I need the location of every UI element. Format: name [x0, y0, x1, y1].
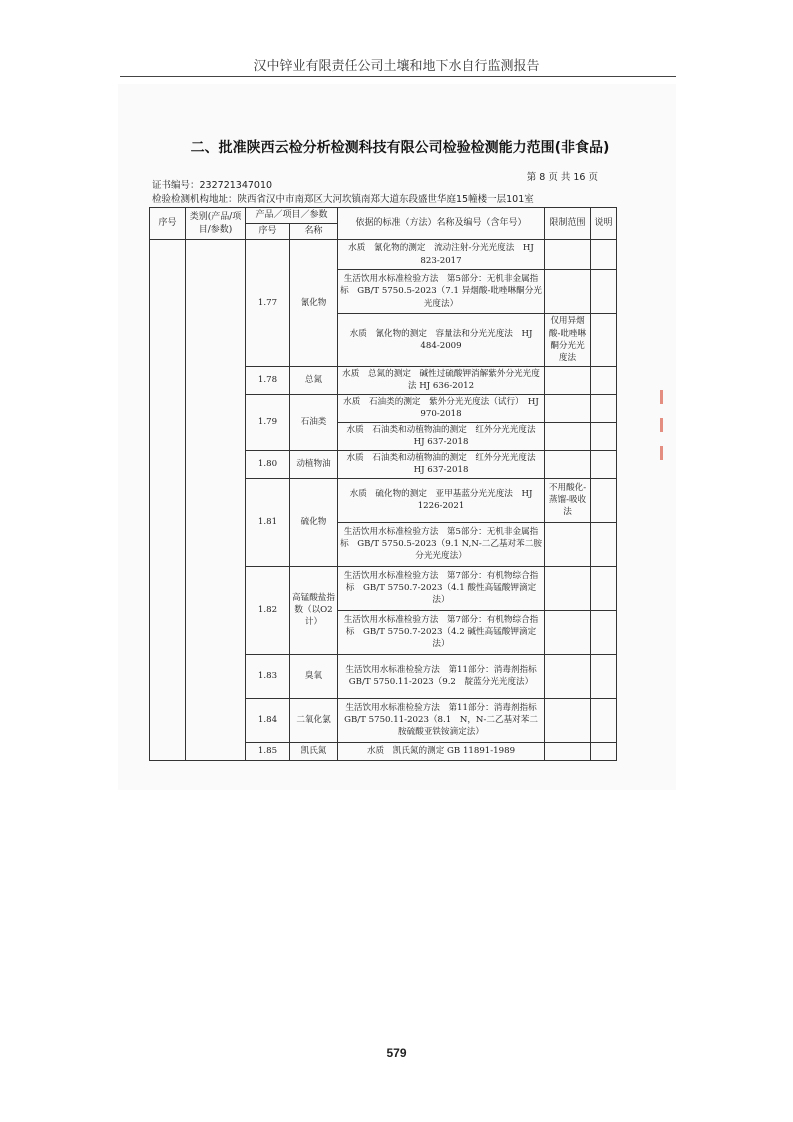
standard-cell: 水质 氰化物的测定 流动注射-分光光度法 HJ 823-2017 [338, 240, 545, 270]
standard-cell: 生活饮用水标准检验方法 第11部分：消毒剂指标 GB/T 5750.11-2023（8.1 N，N-二乙基对苯二胺硫酸亚铁铵滴定法） [338, 698, 545, 742]
header-name: 名称 [290, 224, 338, 240]
standard-cell: 生活饮用水标准检验方法 第5部分：无机非金属指标 GB/T 5750.5-2023（7.1 异烟酸-吡唑啉酮分光光度法） [338, 270, 545, 314]
sub-seq-cell: 1.77 [246, 240, 290, 367]
sub-seq-cell: 1.84 [246, 698, 290, 742]
limit-cell [545, 366, 591, 394]
header-product: 产品／项目／参数 [246, 208, 338, 224]
note-cell [591, 478, 617, 522]
parameter-name-cell: 硫化物 [290, 478, 338, 566]
header-sub-seq: 序号 [246, 224, 290, 240]
header-note: 说明 [591, 208, 617, 240]
note-cell [591, 422, 617, 450]
sub-seq-cell: 1.82 [246, 566, 290, 654]
parameter-name-cell: 凯氏氮 [290, 742, 338, 760]
certificate-number [152, 177, 272, 191]
document-title: 二、批准陕西云检分析检测科技有限公司检验检测能力范围(非食品) [190, 140, 610, 156]
standard-cell: 水质 总氮的测定 碱性过硫酸钾消解紫外分光光度法 HJ 636-2012 [338, 366, 545, 394]
note-cell [591, 450, 617, 478]
header-seq: 序号 [150, 208, 186, 240]
limit-cell [545, 522, 591, 566]
standard-cell: 水质 石油类和动植物油的测定 红外分光光度法 HJ 637-2018 [338, 422, 545, 450]
standard-cell: 生活饮用水标准检验方法 第5部分：无机非金属指标 GB/T 5750.5-2023（9.1 N,N-二乙基对苯二胺分光光度法） [338, 522, 545, 566]
limit-cell [545, 422, 591, 450]
sub-seq-cell: 1.83 [246, 654, 290, 698]
standard-cell: 水质 氰化物的测定 容量法和分光光度法 HJ 484-2009 [338, 314, 545, 367]
parameter-name-cell: 石油类 [290, 394, 338, 450]
cert-no-value: 232721347010 [199, 180, 273, 191]
limit-cell [545, 742, 591, 760]
standard-cell: 生活饮用水标准检验方法 第11部分：消毒剂指标 GB/T 5750.11-2023（9.2 靛蓝分光光度法） [338, 654, 545, 698]
note-cell [591, 698, 617, 742]
category-cell [186, 240, 246, 761]
limit-cell: 不用酸化-蒸馏-吸收法 [545, 478, 591, 522]
running-header: 汉中锌业有限责任公司土壤和地下水自行监测报告 [253, 59, 540, 74]
margin-stamp-mark [657, 380, 667, 490]
note-cell [591, 270, 617, 314]
sub-seq-cell: 1.81 [246, 478, 290, 566]
limit-cell [545, 654, 591, 698]
page-count: 第 8 页 共 16 页 [526, 172, 598, 183]
limit-cell: 仅用异烟酸-吡唑啉酮分光光度法 [545, 314, 591, 367]
note-cell [591, 522, 617, 566]
standard-cell: 水质 石油类的测定 紫外分光光度法（试行） HJ 970-2018 [338, 394, 545, 422]
limit-cell [545, 450, 591, 478]
limit-cell [545, 566, 591, 610]
parameter-name-cell: 总氮 [290, 366, 338, 394]
note-cell [591, 240, 617, 270]
header-category: 类别(产品/项目/参数) [186, 208, 246, 240]
header-limit: 限制范围 [545, 208, 591, 240]
standard-cell: 生活饮用水标准检验方法 第7部分：有机物综合指标 GB/T 5750.7-2023（4.1 酸性高锰酸钾滴定法） [338, 566, 545, 610]
note-cell [591, 610, 617, 654]
table-row [150, 240, 617, 270]
parameter-name-cell: 动植物油 [290, 450, 338, 478]
standard-cell: 水质 硫化物的测定 亚甲基蓝分光光度法 HJ 1226-2021 [338, 478, 545, 522]
note-cell [591, 742, 617, 760]
lab-address [152, 191, 534, 205]
address-value: 陕西省汉中市南郑区大河坎镇南郑大道东段盛世华庭15幢楼一层101室 [237, 194, 534, 205]
limit-cell [545, 240, 591, 270]
note-cell [591, 394, 617, 422]
header-standard: 依据的标准（方法）名称及编号（含年号） [338, 208, 545, 240]
address-label: 检验检测机构地址： [152, 194, 238, 205]
standard-cell: 水质 石油类和动植物油的测定 红外分光光度法 HJ 637-2018 [338, 450, 545, 478]
cert-no-label: 证书编号： [152, 180, 200, 191]
parameter-name-cell: 高锰酸盐指数（以O2计） [290, 566, 338, 654]
limit-cell [545, 394, 591, 422]
capability-table [149, 207, 617, 761]
parameter-name-cell: 臭氧 [290, 654, 338, 698]
sub-seq-cell: 1.78 [246, 366, 290, 394]
note-cell [591, 566, 617, 610]
note-cell [591, 366, 617, 394]
limit-cell [545, 698, 591, 742]
note-cell [591, 654, 617, 698]
limit-cell [545, 610, 591, 654]
note-cell [591, 314, 617, 367]
header-rule [120, 76, 676, 77]
seq-cell [150, 240, 186, 761]
sub-seq-cell: 1.85 [246, 742, 290, 760]
parameter-name-cell: 二氧化氯 [290, 698, 338, 742]
capability-table-body [150, 240, 617, 761]
page-number: 579 [386, 1046, 407, 1060]
parameter-name-cell: 氰化物 [290, 240, 338, 367]
standard-cell: 生活饮用水标准检验方法 第7部分：有机物综合指标 GB/T 5750.7-2023（4.2 碱性高锰酸钾滴定法） [338, 610, 545, 654]
limit-cell [545, 270, 591, 314]
standard-cell: 水质 凯氏氮的测定 GB 11891-1989 [338, 742, 545, 760]
sub-seq-cell: 1.79 [246, 394, 290, 450]
sub-seq-cell: 1.80 [246, 450, 290, 478]
